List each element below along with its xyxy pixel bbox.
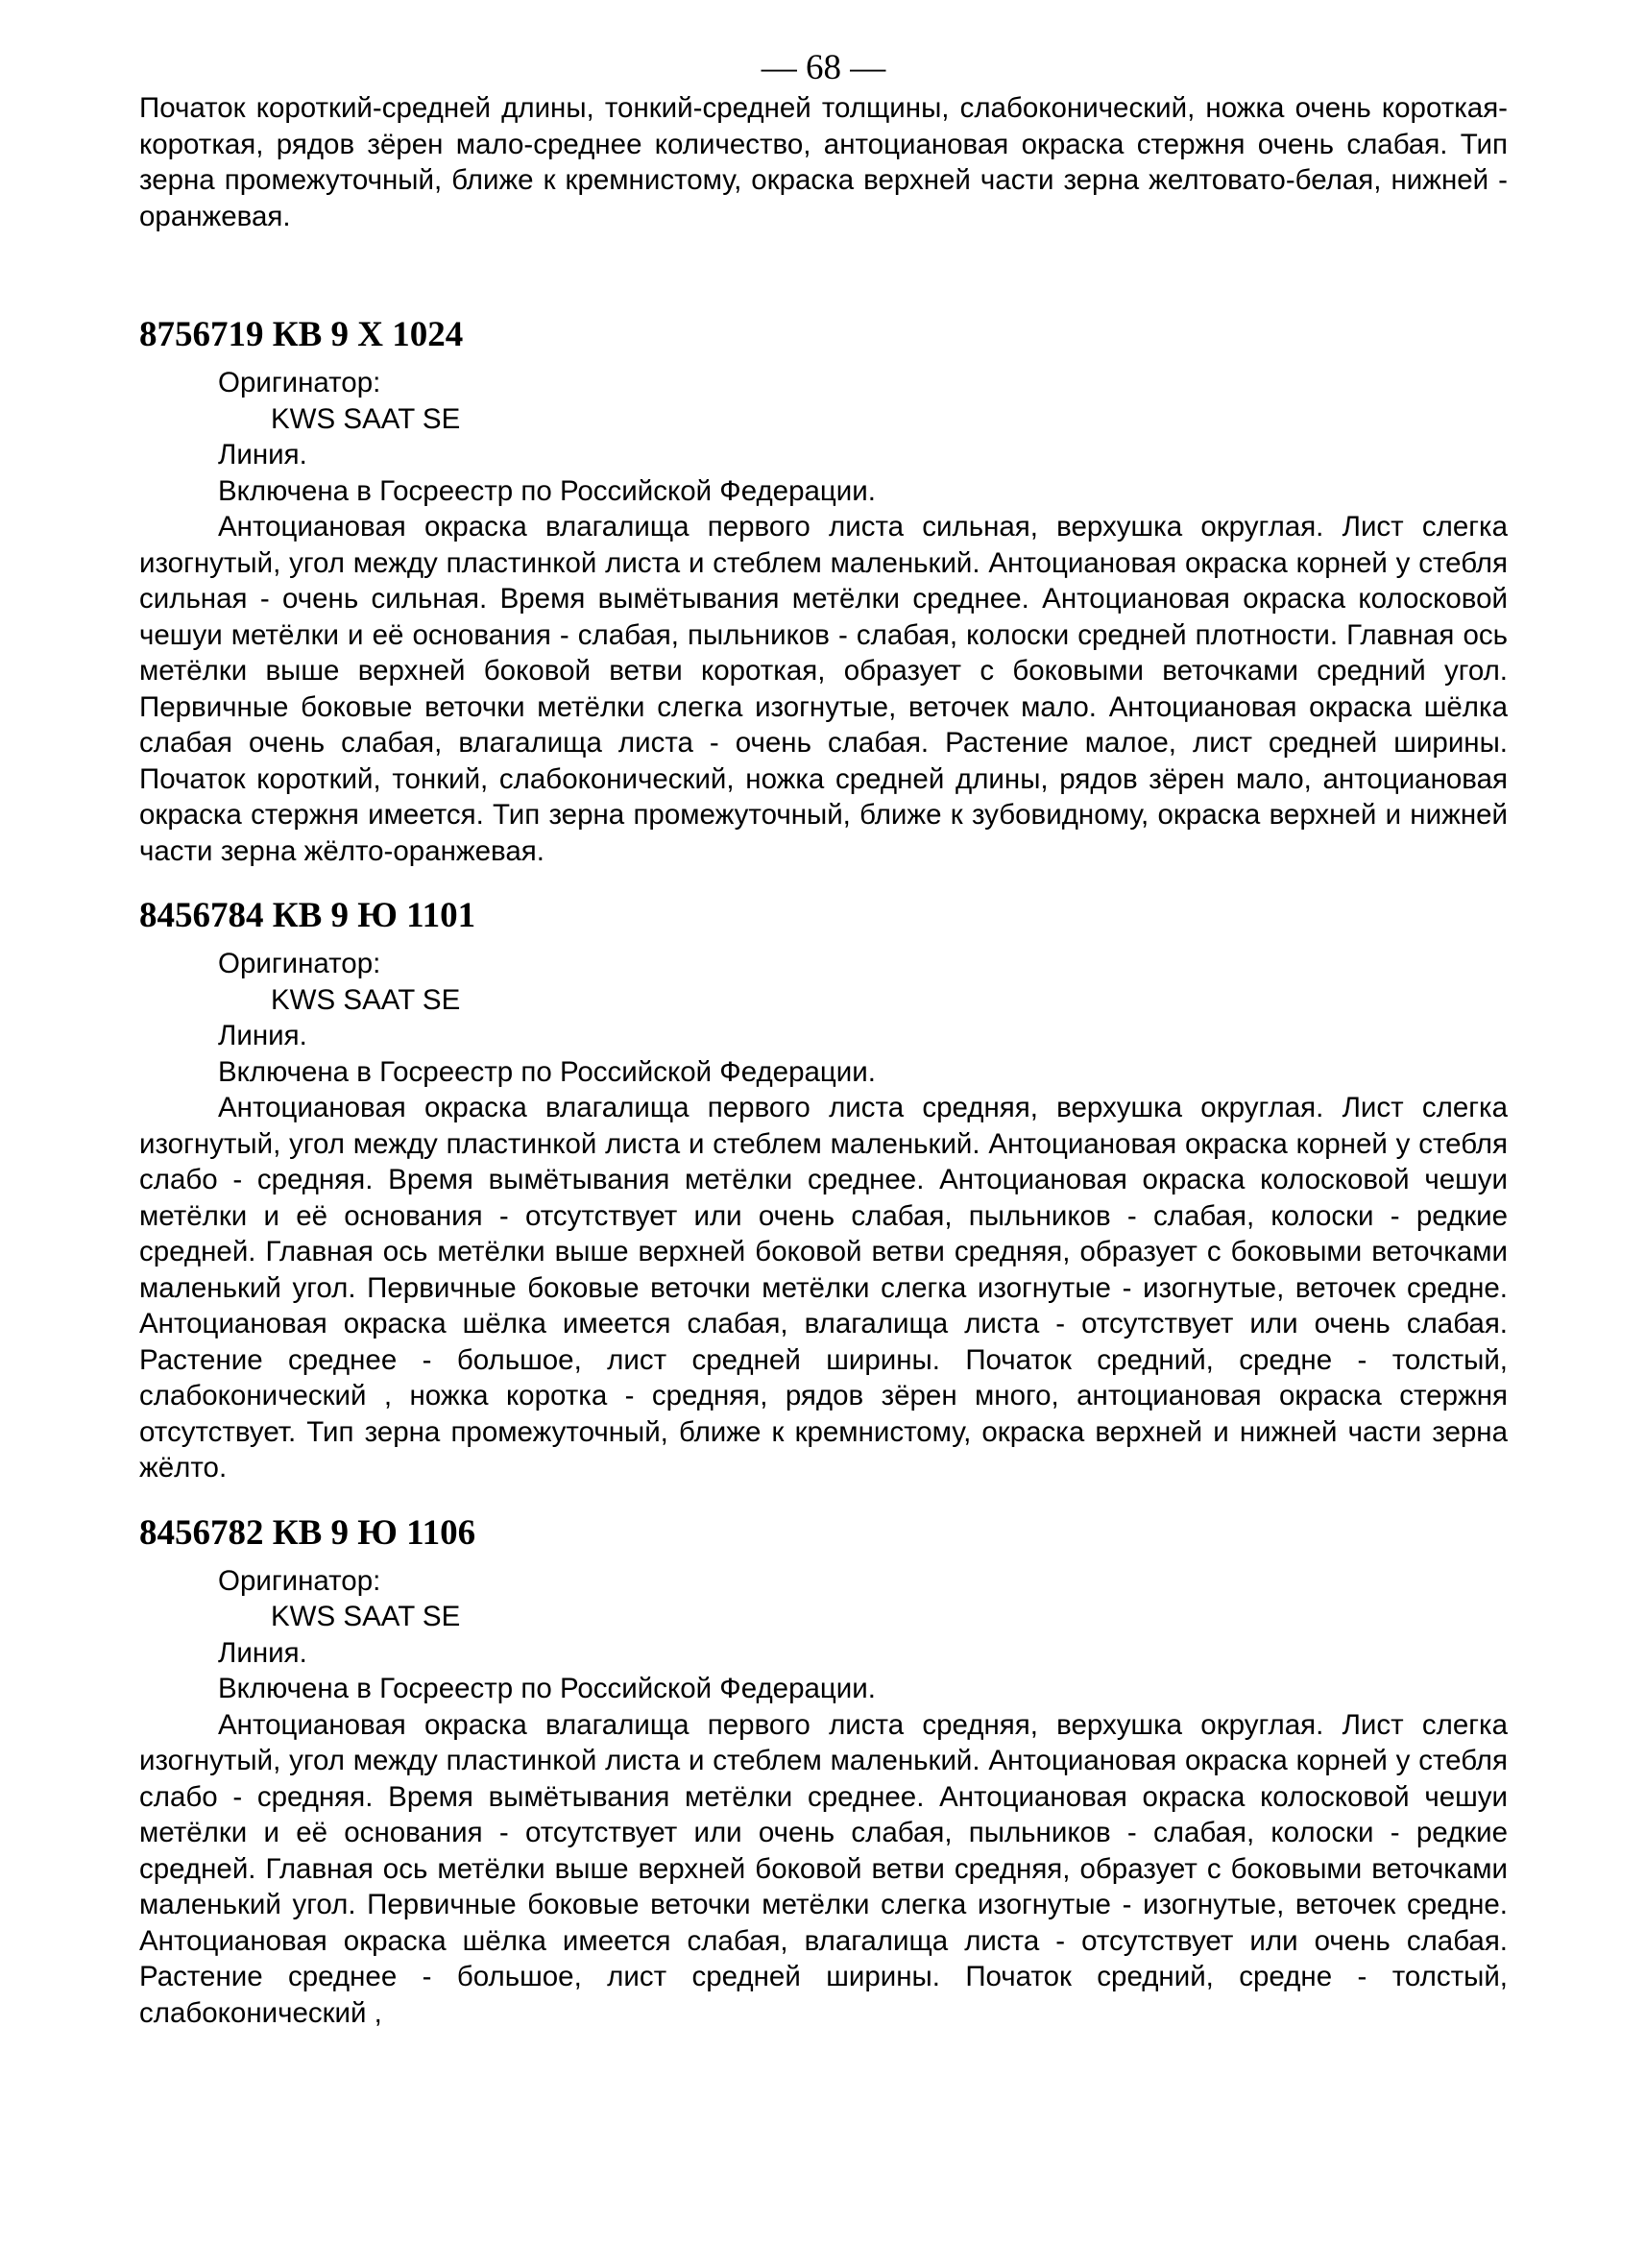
originator-label: Оригинатор:	[218, 948, 381, 979]
entry-description: Антоциановая окраска влагалища первого листа средняя, верхушка округлая. Лист слегка изогнутый, угол между пластинкой листа и стеблем маленький. Антоциановая окраска корней у стебля слабо - средняя. Время вымётывания метёлки среднее. Антоциановая окраска колосковой чешуи метёлки и её основания - отсутствует или очень слабая, пыльников - слабая, колоски - редкие средней. Главная ось метёлки выше верхней боковой ветви средняя, образует с боковыми веточками маленький угол. Первичные боковые веточки метёлки слегка изогнутые - изогнутые, веточек средне. Антоциановая окраска шёлка имеется слабая, влагалища листа - отсутствует или очень слабая. Растение среднее - большое, лист средней ширины. Початок средний, средне - толстый, слабоконический , ножка коротка - средняя, рядов зёрен много, антоциановая окраска стержня отсутствует. Тип зерна промежуточный, ближе к кремнистому, окраска верхней и нижней части зерна жёлто.	[139, 1092, 1508, 1484]
registry-status: Включена в Госреестр по Российской Федерации.	[218, 1055, 876, 1088]
originator-label: Оригинатор:	[218, 1564, 381, 1597]
variety-type: Линия.	[218, 439, 307, 470]
originator-label: Оригинатор:	[218, 367, 381, 398]
entry-title: 8756719 КВ 9 Х 1024	[139, 315, 464, 354]
intro-paragraph: Початок короткий-средней длины, тонкий-средней толщины, слабоконический, ножка очень короткая-короткая, рядов зёрен мало-среднее количество, антоциановая окраска стержня очень слабая. Тип зерна промежуточный, ближе к кремнистому, окраска верхней части зерна желтовато-белая, нижней - оранжевая.	[139, 92, 1508, 232]
registry-status: Включена в Госреестр по Российской Федерации.	[218, 474, 876, 507]
page-number: — 68 —	[761, 48, 886, 87]
entry-title: 8456784 КВ 9 Ю 1101	[139, 896, 476, 935]
originator-name: KWS SAAT SE	[271, 983, 461, 1016]
variety-entry	[139, 896, 1508, 1486]
originator-name: KWS SAAT SE	[271, 1601, 461, 1632]
variety-entry	[139, 1513, 1508, 2032]
variety-type: Линия.	[218, 1636, 307, 1669]
entry-description: Антоциановая окраска влагалища первого листа сильная, верхушка округлая. Лист слегка изогнутый, угол между пластинкой листа и стеблем маленький. Антоциановая окраска корней у стебля сильная - очень сильная. Время вымётывания метёлки среднее. Антоциановая окраска колосковой чешуи метёлки и её основания - слабая, пыльников - слабая, колоски средней плотности. Главная ось метёлки выше верхней боковой ветви короткая, образует с боковыми веточками средний угол. Первичные боковые веточки метёлки слегка изогнутые, веточек мало. Антоциановая окраска шёлка слабая очень слабая, влагалища листа - очень слабая. Растение малое, лист средней ширины. Початок короткий, тонкий, слабоконический, ножка средней длины, рядов зёрен мало, антоциановая окраска стержня имеется. Тип зерна промежуточный, ближе к зубовидному, окраска верхней и нижней части зерна жёлто-оранжевая.	[139, 511, 1508, 867]
variety-type: Линия.	[218, 1020, 307, 1051]
variety-entry	[139, 315, 1508, 869]
document-page	[139, 48, 1508, 2031]
entry-description: Антоциановая окраска влагалища первого листа средняя, верхушка округлая. Лист слегка изогнутый, угол между пластинкой листа и стеблем маленький. Антоциановая окраска корней у стебля слабо - средняя. Время вымётывания метёлки среднее. Антоциановая окраска колосковой чешуи метёлки и её основания - отсутствует или очень слабая, пыльников - слабая, колоски - редкие средней. Главная ось метёлки выше верхней боковой ветви средняя, образует с боковыми веточками маленький угол. Первичные боковые веточки метёлки слегка изогнутые - изогнутые, веточек средне. Антоциановая окраска шёлка имеется слабая, влагалища листа - отсутствует или очень слабая. Растение среднее - большое, лист средней ширины. Початок средний, средне - толстый, слабоконический ,	[139, 1708, 1508, 2029]
entry-title: 8456782 КВ 9 Ю 1106	[139, 1512, 476, 1553]
originator-name: KWS SAAT SE	[271, 402, 461, 435]
registry-status: Включена в Госреестр по Российской Федерации.	[218, 1673, 876, 1704]
